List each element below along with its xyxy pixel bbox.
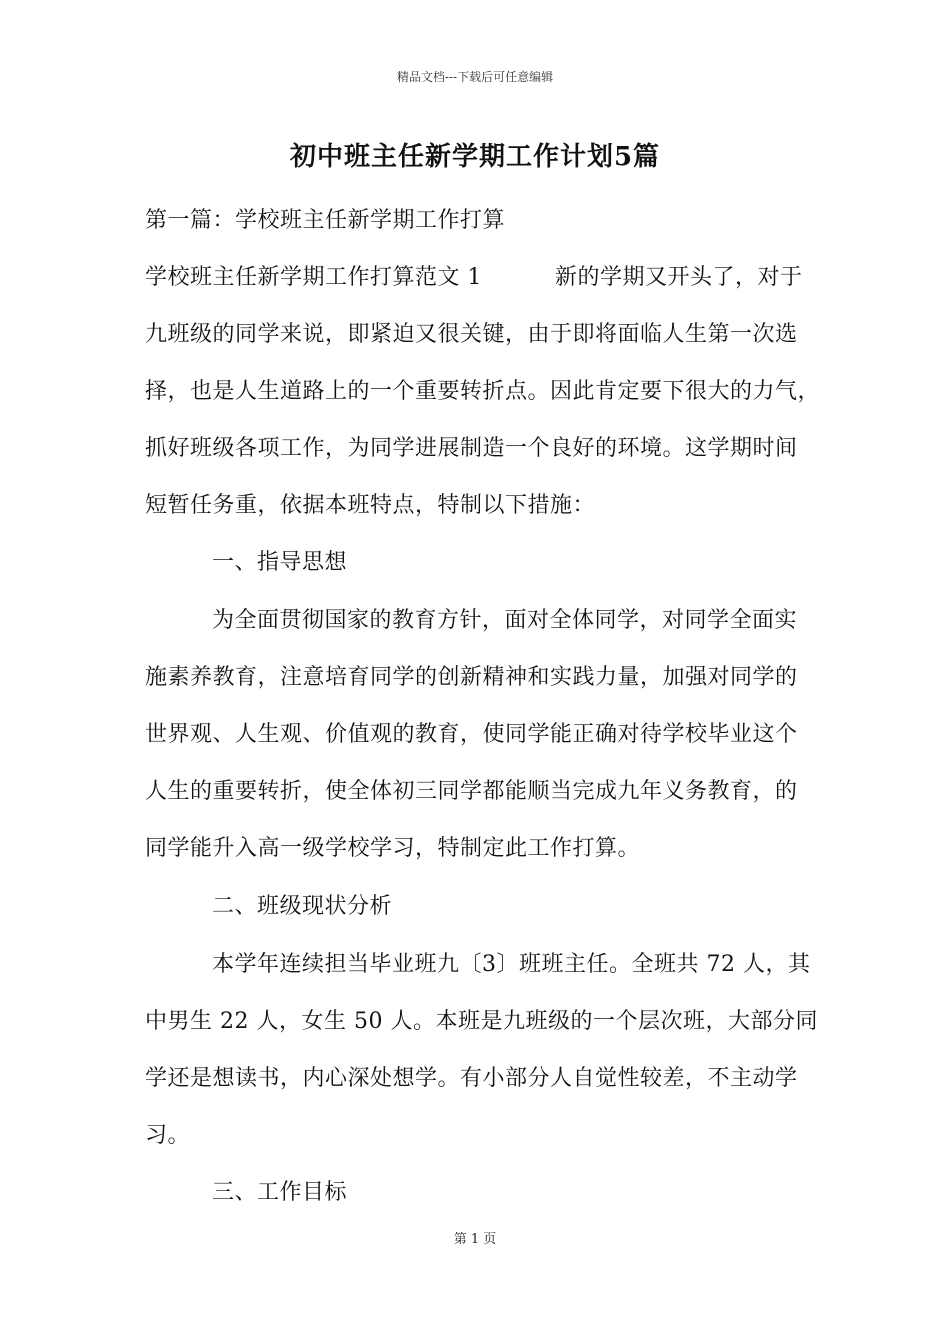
paragraph-line: 本学年连续担当毕业班九〔3〕班班主任。全班共 72 人，其 (212, 952, 811, 977)
paragraph-line: 人生的重要转折，使全体初三同学都能顺当完成九年义务教育，的 (145, 779, 798, 804)
paragraph-line (145, 263, 482, 293)
paragraph-line: 中男生 22 人，女生 50 人。本班是九班级的一个层次班，大部分同 (145, 1009, 818, 1034)
subsection-heading: 三、工作目标 (212, 1180, 348, 1205)
subsection-heading: 二、班级现状分析 (212, 894, 393, 919)
paragraph-line: 习。 (145, 1123, 191, 1148)
paragraph-line: 择，也是人生道路上的一个重要转折点。因此肯定要下很大的力气， (145, 379, 821, 404)
paragraph-line: 世界观、人生观、价值观的教育，使同学能正确对待学校毕业这个 (145, 722, 798, 747)
subsection-heading: 一、指导思想 (212, 550, 348, 575)
subtitle-text: 学校班主任新学期工作打算范文 1 (145, 265, 482, 290)
paragraph-line: 新的学期又开头了，对于 (555, 265, 803, 290)
section-heading: 第一篇：学校班主任新学期工作打算 (145, 208, 506, 233)
paragraph-line: 为全面贯彻国家的教育方针，面对全体同学，对同学全面实 (212, 608, 798, 633)
header-note: 精品文档---下载后可任意编辑 (396, 70, 554, 84)
page-number: 第 1 页 (453, 1232, 497, 1247)
paragraph-line: 同学能升入高一级学校学习，特制定此工作打算。 (145, 836, 641, 861)
document-title: 初中班主任新学期工作计划5篇 (289, 142, 661, 172)
paragraph-line: 短暂任务重，依据本班特点，特制以下措施： (145, 493, 596, 518)
paragraph-line: 施素养教育，注意培育同学的创新精神和实践力量，加强对同学的 (145, 665, 798, 690)
paragraph-line: 抓好班级各项工作，为同学进展制造一个良好的环境。这学期时间 (145, 436, 798, 461)
paragraph-line: 学还是想读书，内心深处想学。有小部分人自觉性较差，不主动学 (145, 1066, 798, 1091)
paragraph-line: 九班级的同学来说，即紧迫又很关键，由于即将面临人生第一次选 (145, 322, 798, 347)
